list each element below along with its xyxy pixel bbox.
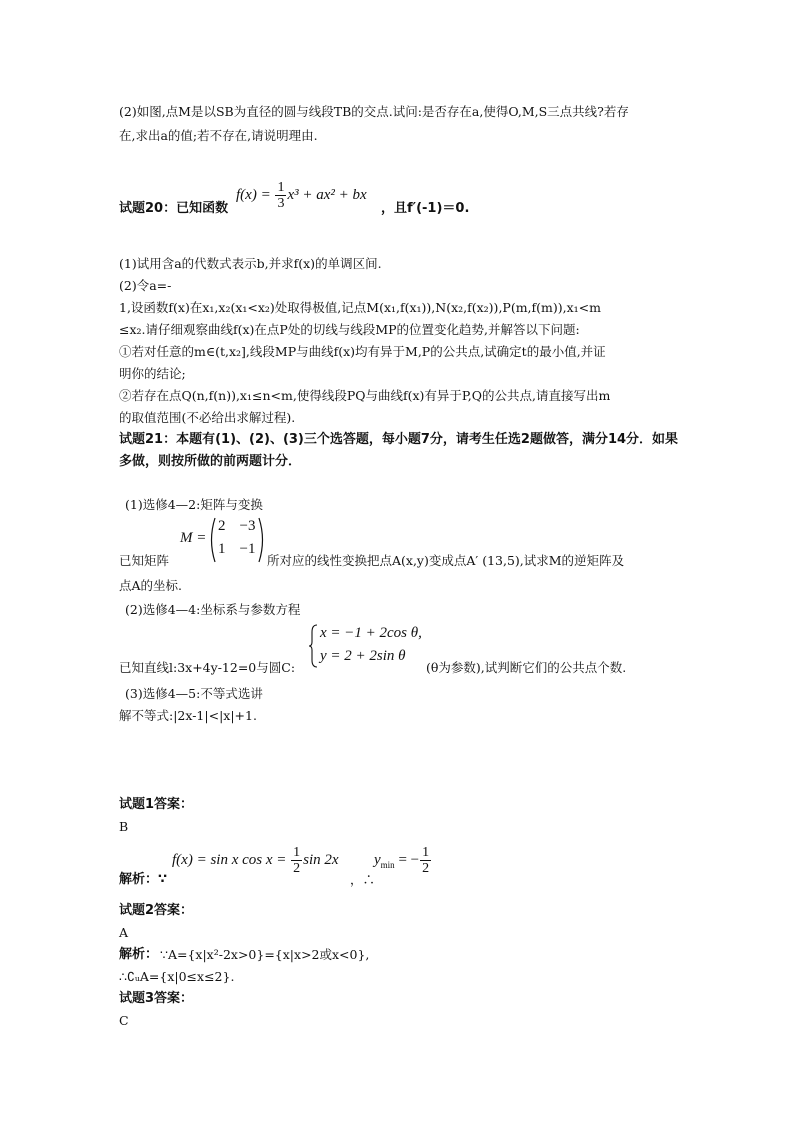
q20-function-formula: f(x) = $\frac{1}{3}$ x³ + ax² + bx: [236, 180, 367, 211]
matrix-cell: 1: [218, 541, 226, 557]
matrix-m: [218, 518, 255, 558]
system-brace: [309, 624, 319, 668]
q21-title: 试题21：本题有(1)、(2)、(3)三个选答题，每小题7分，请考生任选2题做答，满分14分．如果: [119, 432, 679, 447]
matrix-label: M =: [180, 530, 207, 546]
inequality-text: 解不等式:|2x-1|<|x|+1.: [119, 708, 257, 723]
line-and-circle-text: 已知直线l:3x+4y-12=0与圆C:: [119, 660, 296, 675]
answer-1-label: 试题1答案：: [119, 797, 194, 812]
answer-1-ymin: $y_{min}$ = − $\frac{1}{2}$: [374, 845, 430, 876]
q20-line-3: 1,设函数f(x)在x₁,x₂(x₁<x₂)处取得极值,记点M(x₁,f(x₁)),N(x₂,f(x₂)),P(m,f(m)),x₁<m: [119, 300, 601, 315]
q21-section-3: (3)选修4—5:不等式选讲: [125, 686, 263, 701]
matrix-cell: 2: [218, 518, 226, 534]
answer-2-complement: ∴∁ᵤA={x|0≤x≤2}.: [119, 969, 235, 984]
q20-item-1-cont: 明你的结论;: [119, 366, 186, 381]
problem-2-line-1: (2)如图,点M是以SB为直径的圆与线段TB的交点.试问:是否存在a,使得O,M,S三点共线?若存: [119, 104, 629, 119]
q20-item-1: ①若对任意的m∈(t,x₂],线段MP与曲线f(x)均有异于M,P的公共点,试确定t的最小值,并证: [119, 344, 606, 359]
q21-title-cont: 多做，则按所做的前两题计分．: [119, 454, 302, 469]
matrix-cell: −1: [239, 541, 256, 557]
matrix-transform-text-cont: 点A的坐标.: [119, 578, 183, 593]
answer-1-value: B: [119, 819, 129, 834]
answer-2-label: 试题2答案：: [119, 903, 194, 918]
answer-2-analysis: ∵A={x|x²-2x>0}={x|x>2或x<0},: [160, 947, 370, 962]
matrix-cell: −3: [239, 518, 256, 534]
q20-part-2: (2)令a=-: [119, 278, 172, 293]
q20-item-2-cont: 的取值范围(不必给出求解过程).: [119, 410, 296, 425]
q20-title-tail: ，且f′(-1)＝0.: [381, 201, 470, 216]
q20-title: 试题20：已知函数: [119, 201, 229, 216]
system-equation-y: y = 2 + 2sin θ: [320, 648, 406, 664]
q20-part-1: (1)试用含a的代数式表示b,并求f(x)的单调区间.: [119, 256, 382, 271]
param-note: (θ为参数),试判断它们的公共点个数.: [426, 660, 627, 675]
answer-1-analysis-label: 解析：∵: [119, 872, 168, 887]
system-equation-x: x = −1 + 2cos θ,: [320, 625, 422, 641]
answer-1-formula: f(x) = sin x cos x = $\frac{1}{2}$ sin 2x: [172, 845, 339, 876]
q21-section-1: (1)选修4—2:矩阵与变换: [125, 497, 263, 512]
answer-3-value: C: [119, 1013, 129, 1028]
matrix-transform-text: 所对应的线性变换把点A(x,y)变成点A′ (13,5),试求M的逆矩阵及: [267, 553, 625, 568]
answer-3-label: 试题3答案：: [119, 991, 194, 1006]
problem-2-line-2: 在,求出a的值;若不存在,请说明理由.: [119, 128, 318, 143]
q20-item-2: ②若存在点Q(n,f(n)),x₁≤n<m,使得线段PQ与曲线f(x)有异于P,Q的公共点,请直接写出m: [119, 388, 611, 403]
known-matrix-text: 已知矩阵: [119, 553, 170, 568]
answer-2-value: A: [119, 925, 129, 940]
answer-1-therefore: ，∴: [350, 872, 376, 887]
answer-2-analysis-label: 解析：: [119, 947, 159, 962]
q20-line-4: ≤x₂.请仔细观察曲线f(x)在点P处的切线与线段MP的位置变化趋势,并解答以下问题:: [119, 322, 580, 337]
q21-section-2: (2)选修4—4:坐标系与参数方程: [125, 602, 301, 617]
